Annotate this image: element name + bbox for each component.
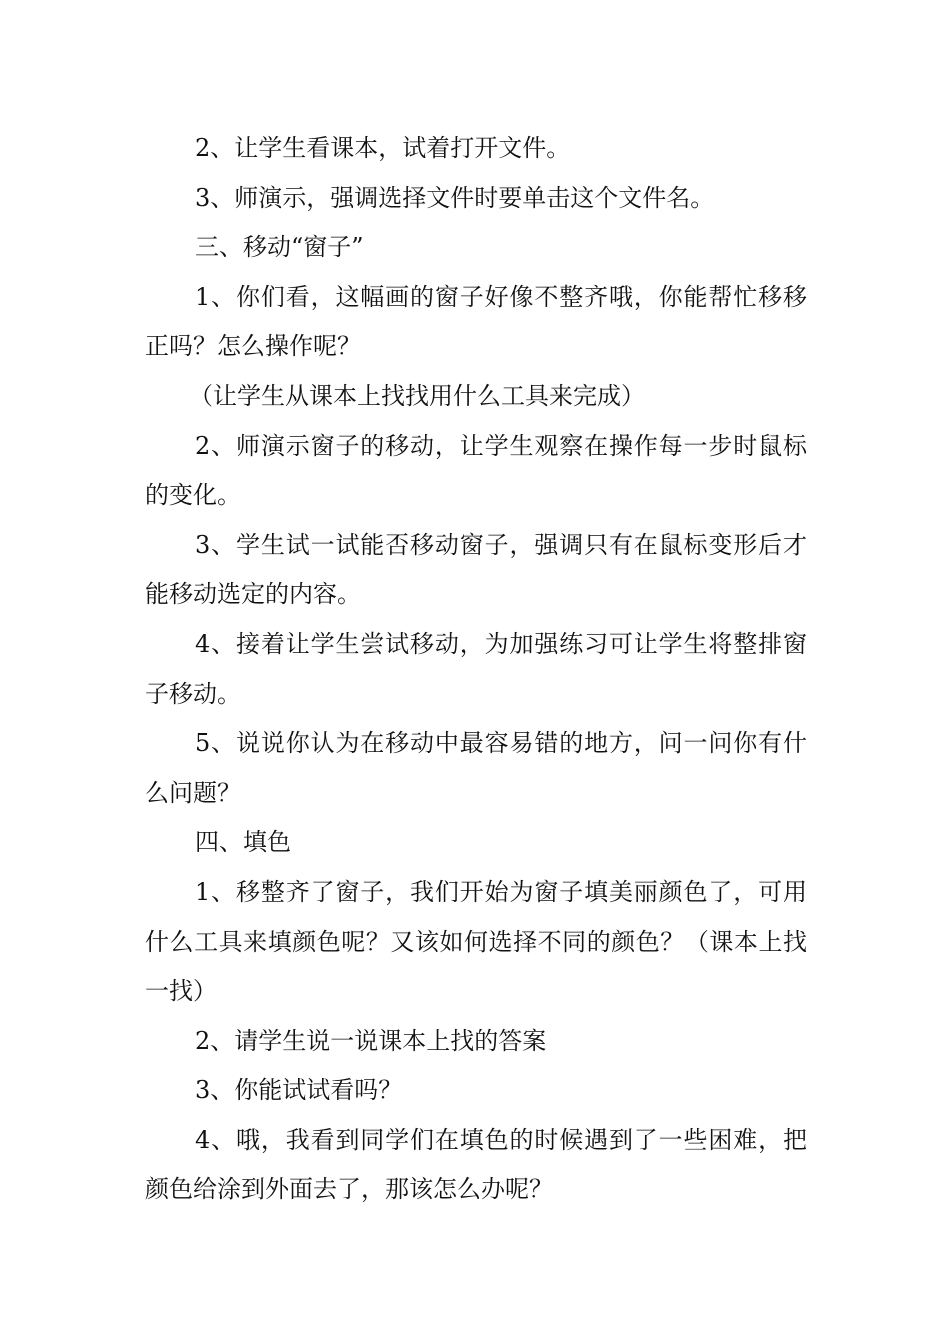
paragraph-open-file-step3: 3、师演示，强调选择文件时要单击这个文件名。 — [195, 183, 715, 212]
paragraph-move-step3: 3、学生试一试能否移动窗子，强调只有在鼠标变形后才能移动选定的内容。 — [145, 530, 807, 609]
document-page — [145, 124, 807, 1215]
paragraph-move-note: （让学生从课本上找找用什么工具来完成） — [189, 381, 645, 410]
paragraph-move-step1: 1、你们看，这幅画的窗子好像不整齐哦，你能帮忙移移正吗？怎么操作呢？ — [145, 282, 807, 361]
paragraph-fill-step3: 3、你能试试看吗？ — [195, 1076, 403, 1105]
paragraph-fill-step1: 1、移整齐了窗子，我们开始为窗子填美丽颜色了，可用什么工具来填颜色呢？又该如何选择不同的颜色？（课本上找一找） — [145, 877, 807, 1006]
paragraph-move-step2: 2、师演示窗子的移动，让学生观察在操作每一步时鼠标的变化。 — [145, 431, 807, 510]
paragraph-move-step4: 4、接着让学生尝试移动，为加强练习可让学生将整排窗子移动。 — [145, 629, 807, 708]
section-heading-move-window: 三、移动“窗子” — [195, 233, 364, 262]
section-heading-fill-color: 四、填色 — [195, 828, 291, 857]
paragraph-move-step5: 5、说说你认为在移动中最容易错的地方，问一问你有什么问题？ — [145, 729, 807, 807]
paragraph-fill-step4: 4、哦，我看到同学们在填色的时候遇到了一些困难，把颜色给涂到外面去了，那该怎么办呢？ — [145, 1125, 807, 1204]
paragraph-open-file-step2: 2、让学生看课本，试着打开文件。 — [195, 134, 571, 162]
paragraph-fill-step2: 2、请学生说一说课本上找的答案 — [195, 1026, 547, 1055]
